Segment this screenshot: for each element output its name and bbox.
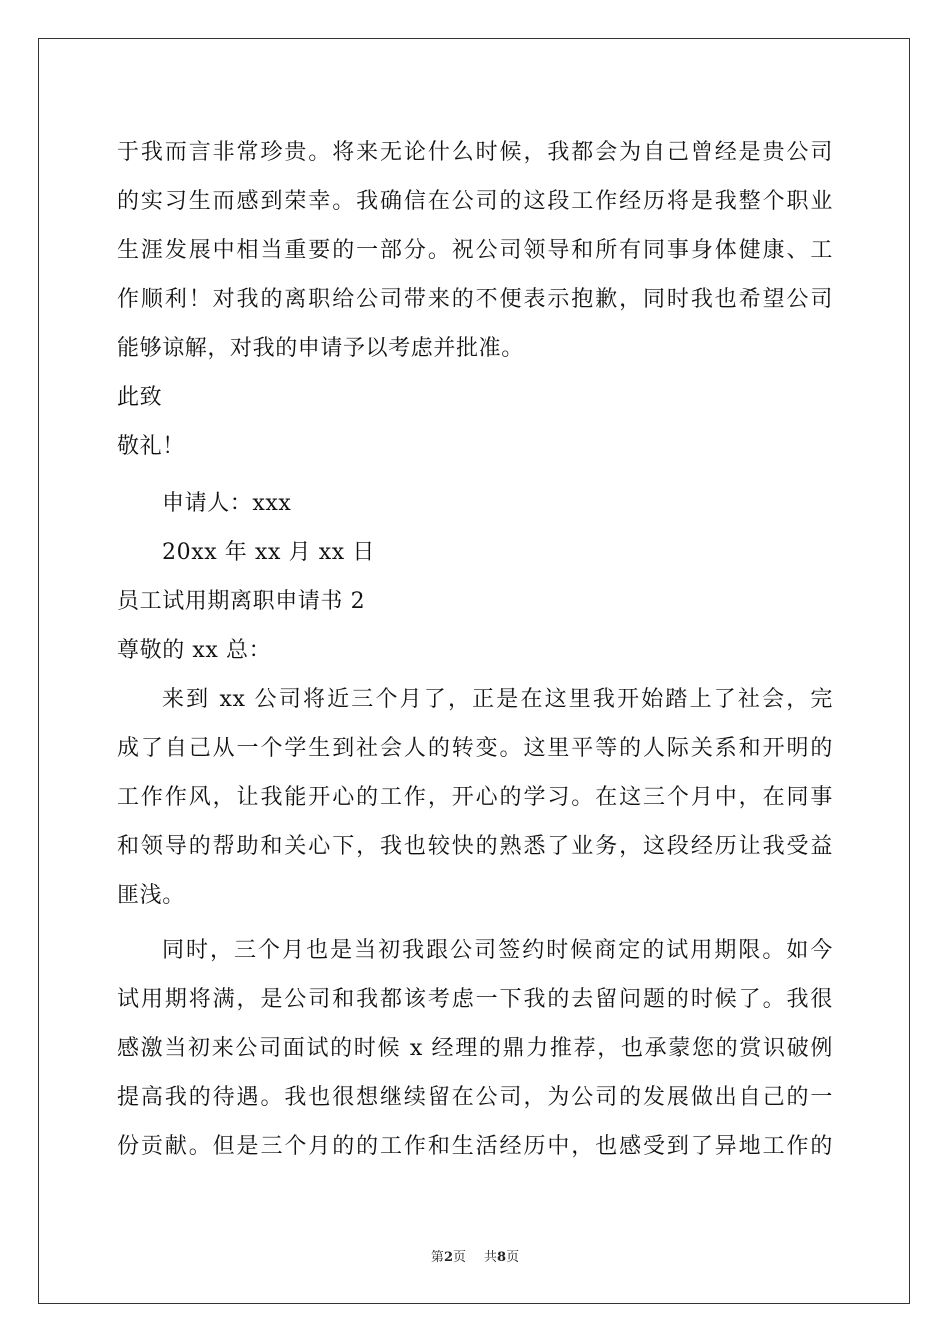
text-line: 生涯发展中相当重要的一部分。祝公司领导和所有同事身体健康、工 (117, 238, 833, 263)
text-line: 和领导的帮助和关心下，我也较快的熟悉了业务，这段经历让我受益 (117, 834, 833, 859)
text-line: 匪浅。 (117, 883, 185, 908)
page-footer (0, 1246, 950, 1265)
text-line: 于我而言非常珍贵。将来无论什么时候，我都会为自己曾经是贵公司 (117, 140, 833, 165)
page-current: 2 (443, 1250, 453, 1265)
paragraph-probation (117, 926, 833, 1171)
applicant-line: 申请人：xxx (162, 491, 292, 516)
text-line: 来到 xx 公司将近三个月了，正是在这里我开始踏上了社会，完 (162, 687, 833, 712)
letter-greeting: 尊敬的 xx 总： (117, 638, 272, 663)
text-line: 感激当初来公司面试的时候 x 经理的鼎力推荐，也承蒙您的赏识破例 (117, 1036, 833, 1061)
text-line: 试用期将满，是公司和我都该考虑一下我的去留问题的时候了。我很 (117, 987, 833, 1012)
page-suffix: 页 (452, 1250, 466, 1265)
salutation-jingli: 敬礼！ (117, 434, 185, 459)
date-line: 20xx 年 xx 月 xx 日 (162, 540, 376, 565)
text-line: 作顺利！对我的离职给公司带来的不便表示抱歉，同时我也希望公司 (117, 287, 833, 312)
text-line: 份贡献。但是三个月的的工作和生活经历中，也感受到了异地工作的 (117, 1134, 833, 1159)
paragraph-arrival (117, 675, 833, 920)
paragraph-closing-text (117, 128, 833, 373)
total-prefix: 共 (484, 1250, 498, 1265)
total-suffix: 页 (506, 1250, 520, 1265)
document-body (117, 128, 833, 1171)
page-prefix: 第 (430, 1250, 444, 1265)
text-line: 工作作风，让我能开心的工作，开心的学习。在这三个月中，在同事 (117, 785, 833, 810)
text-line: 的实习生而感到荣幸。我确信在公司的这段工作经历将是我整个职业 (117, 189, 833, 214)
letter-title: 员工试用期离职申请书 2 (117, 589, 366, 614)
text-line: 同时，三个月也是当初我跟公司签约时候商定的试用期限。如今 (162, 938, 833, 963)
salutation-cizhi: 此致 (117, 385, 163, 410)
text-line: 提高我的待遇。我也很想继续留在公司，为公司的发展做出自己的一 (117, 1085, 833, 1110)
text-line: 成了自己从一个学生到社会人的转变。这里平等的人际关系和开明的 (117, 736, 833, 761)
page-total: 8 (497, 1250, 507, 1265)
text-line: 能够谅解，对我的申请予以考虑并批准。 (117, 336, 524, 361)
